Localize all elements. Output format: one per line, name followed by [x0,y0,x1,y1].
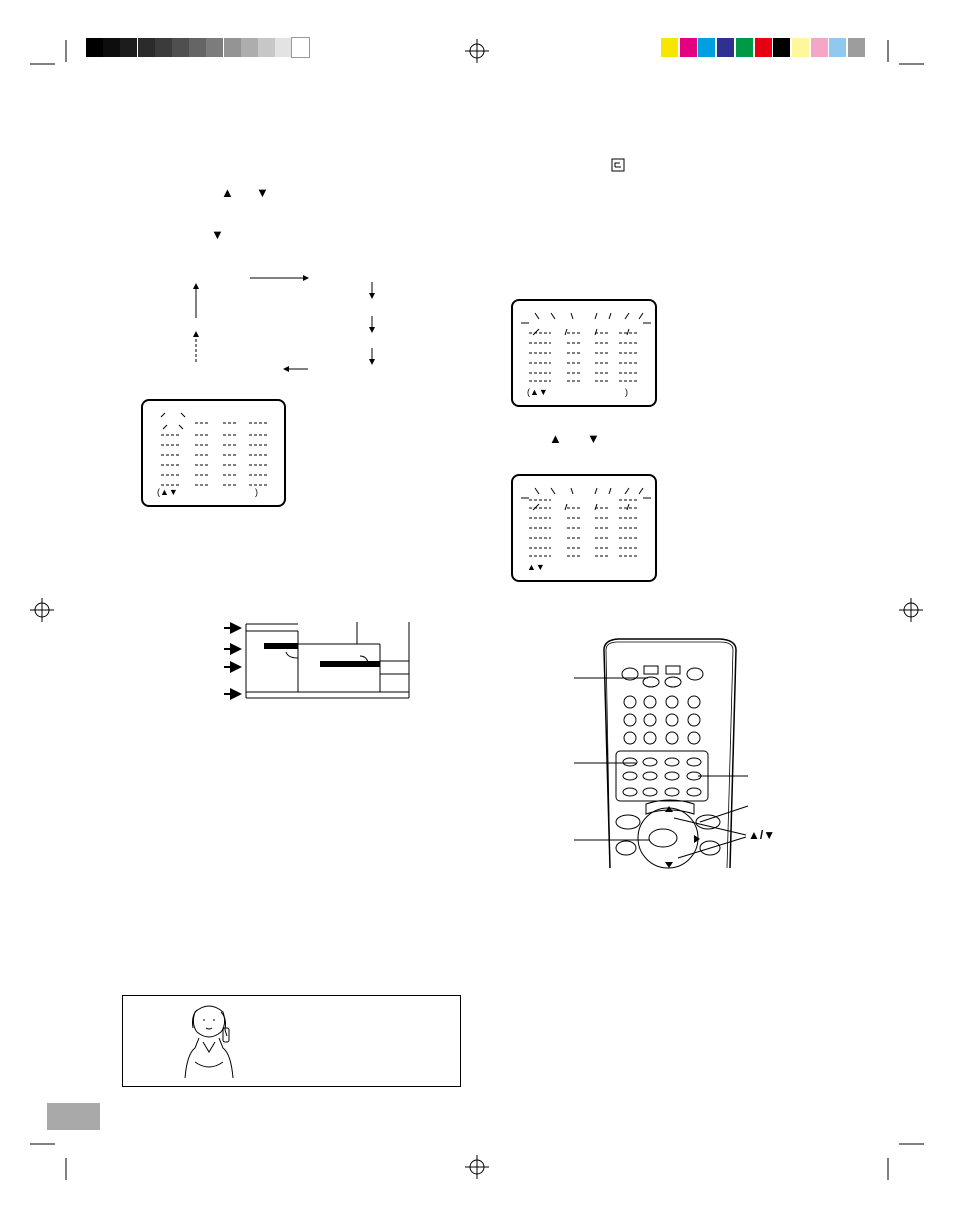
vcr-button [644,666,658,674]
corner-symbol-icon [611,158,625,172]
gray-swatch [292,38,309,57]
gray-swatch [189,38,206,57]
nav-right-arrow-icon [694,835,700,843]
color-swatch [811,38,828,57]
osd-rows [517,480,651,564]
color-swatch [698,38,715,57]
color-swatch [755,38,772,57]
gray-swatch [120,38,137,57]
callout-line-right [700,806,748,822]
nav-down-arrow-icon [665,862,673,868]
down-arrow-icon: ▼ [256,185,269,200]
down-arrow-icon: ▼ [587,431,600,446]
gray-swatch [206,38,223,57]
enter-button [649,829,677,847]
registration-target-bottom [465,1155,489,1179]
registration-target-right [899,598,923,622]
callout-line-arrows-up [674,818,746,835]
color-swatch [680,38,697,57]
note-box [122,995,461,1087]
osd-nav-hint: (▲▼ [527,387,548,397]
page-number-tab [47,1103,100,1130]
color-swatch [792,38,809,57]
navigation-ring [638,808,698,868]
color-swatch [848,38,865,57]
down-arrow-icon: ▼ [211,227,224,242]
dvd-button [666,666,680,674]
remote-body [604,639,736,868]
number-keypad [624,696,700,744]
left-osd-screen [141,399,286,507]
osd-screen-top [511,299,657,407]
gray-swatch [172,38,189,57]
arrows-callout-label: ▲/▼ [748,828,776,842]
sound-button [616,815,640,829]
color-swatch [773,38,790,57]
up-arrow-icon: ▲ [221,185,234,200]
gray-swatch [258,38,275,57]
registration-target-top [465,39,489,63]
gray-swatch [138,38,155,57]
gray-swatch [103,38,120,57]
nav-up-arrow-icon [665,806,673,812]
color-swatch [661,38,678,57]
osd-rows [151,409,276,493]
osd-nav-hint: (▲▼ [157,487,178,497]
osd-close-paren: ) [625,387,628,397]
up-arrow-icon: ▲ [549,431,562,446]
menu-cycle-diagram [180,268,400,378]
osd-nav-hint: ▲▼ [527,562,545,572]
color-swatch [829,38,846,57]
registration-target-left [30,598,54,622]
osd-screen-bottom [511,474,657,582]
gray-swatch [275,38,292,57]
gray-swatch [155,38,172,57]
osd-close-paren: ) [255,487,258,497]
operator-illustration [181,1002,237,1082]
color-swatch [736,38,753,57]
color-swatch [717,38,734,57]
open-close-button [687,668,703,680]
timer-overlap-diagram [220,616,420,702]
gray-swatch [241,38,258,57]
osd-rows [517,305,651,389]
gray-swatch [224,38,241,57]
gray-swatch [86,38,103,57]
